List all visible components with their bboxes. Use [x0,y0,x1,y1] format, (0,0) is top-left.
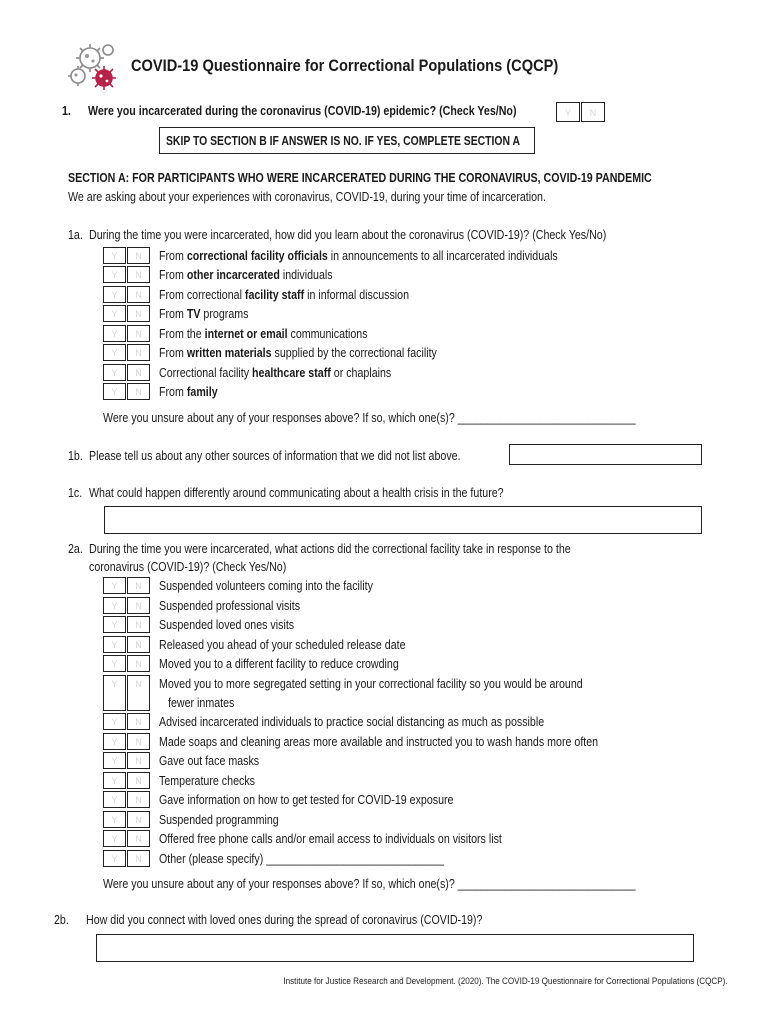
q1a-item-label: From the internet or email communications [159,326,368,341]
q2b-number: 2b. [54,912,69,927]
no-checkbox[interactable]: N [127,850,150,867]
q1a-item-label: Correctional facility healthcare staff or chaplains [159,365,392,380]
q1a-item-label: From correctional facility officials in announcements to all incarcerated individuals [159,248,558,263]
q1-yes-checkbox[interactable]: Y [556,102,580,122]
section-a-intro: We are asking about your experiences with coronavirus, COVID-19, during your time of incarceration. [68,189,546,204]
q1a-unsure: Were you unsure about any of your responses above? If so, which one(s)? ______________________________ [103,410,636,425]
no-checkbox[interactable]: N [127,772,150,789]
no-checkbox[interactable]: N [127,752,150,769]
q2a-item-label: Advised incarcerated individuals to practice social distancing as much as possible [159,714,545,729]
q2a-item-label: Suspended volunteers coming into the facility [159,578,373,593]
q1c-answer-field[interactable] [104,506,702,534]
q1a-number: 1a. [68,227,83,242]
q2b-answer-field[interactable] [96,934,694,962]
yes-checkbox[interactable]: Y [103,286,126,303]
skip-instruction: SKIP TO SECTION B IF ANSWER IS NO. IF YES, COMPLETE SECTION A [166,133,521,148]
yes-checkbox[interactable]: Y [103,752,126,769]
q2b-text: How did you connect with loved ones during the spread of coronavirus (COVID-19)? [86,912,483,927]
virus-cluster-icon [64,36,130,96]
no-checkbox[interactable]: N [127,325,150,342]
no-checkbox[interactable]: N [127,364,150,381]
no-checkbox[interactable]: N [127,597,150,614]
q1a-item-label: From family [159,384,218,399]
no-checkbox[interactable]: N [127,713,150,730]
q2a-item-label: Moved you to more segregated setting in your correctional facility so you would be around [159,676,583,691]
yes-checkbox[interactable]: Y [103,675,126,711]
no-checkbox[interactable]: N [127,383,150,400]
q2a-item-label: Offered free phone calls and/or email access to individuals on visitors list [159,831,502,846]
q2a-item-label: Suspended professional visits [159,598,301,613]
yes-checkbox[interactable]: Y [103,247,126,264]
q2a-unsure: Were you unsure about any of your responses above? If so, which one(s)? ______________________________ [103,876,636,891]
yes-checkbox[interactable]: Y [103,577,126,594]
q1b-text: Please tell us about any other sources of information that we did not list above. [89,448,461,463]
q2a-text-line1: During the time you were incarcerated, what actions did the correctional facility take in response to the [89,541,571,556]
q1b-number: 1b. [68,448,83,463]
q2a-text-line2: coronavirus (COVID-19)? (Check Yes/No) [89,559,287,574]
q1a-item-label: From TV programs [159,306,249,321]
yes-checkbox[interactable]: Y [103,811,126,828]
yes-checkbox[interactable]: Y [103,266,126,283]
no-checkbox[interactable]: N [127,286,150,303]
yes-checkbox[interactable]: Y [103,597,126,614]
q2a-item-label: Other (please specify) ______________________________ [159,851,445,866]
q2a-number: 2a. [68,541,83,556]
yes-checkbox[interactable]: Y [103,733,126,750]
no-checkbox[interactable]: N [127,616,150,633]
yes-checkbox[interactable]: Y [103,305,126,322]
no-checkbox[interactable]: N [127,675,150,711]
q1a-item-label: From correctional facility staff in informal discussion [159,287,410,302]
q1-no-checkbox[interactable]: N [581,102,605,122]
q1a-text: During the time you were incarcerated, how did you learn about the coronavirus (COVID-19)? (Check Yes/No) [89,227,607,242]
no-checkbox[interactable]: N [127,305,150,322]
no-checkbox[interactable]: N [127,247,150,264]
no-checkbox[interactable]: N [127,733,150,750]
yes-checkbox[interactable]: Y [103,830,126,847]
q2a-item-label: Made soaps and cleaning areas more available and instructed you to wash hands more often [159,734,599,749]
page-title: COVID-19 Questionnaire for Correctional Populations (CQCP) [131,56,559,75]
q2a-item-label: Moved you to a different facility to reduce crowding [159,656,399,671]
q1a-item-label: From other incarcerated individuals [159,267,333,282]
no-checkbox[interactable]: N [127,811,150,828]
q2a-item-label: Temperature checks [159,773,255,788]
no-checkbox[interactable]: N [127,577,150,594]
yes-checkbox[interactable]: Y [103,791,126,808]
logo [64,36,130,96]
q1c-text: What could happen differently around communicating about a health crisis in the future? [89,485,504,500]
skip-instruction-box [159,127,535,154]
yes-checkbox[interactable]: Y [103,383,126,400]
yes-checkbox[interactable]: Y [103,636,126,653]
yes-checkbox[interactable]: Y [103,713,126,730]
q2a-item-label: Released you ahead of your scheduled release date [159,637,406,652]
footer-citation: Institute for Justice Research and Development. (2020). The COVID-19 Questionnaire for Correctional Populations (CQCP). [283,976,728,986]
q1a-item-label: From written materials supplied by the correctional facility [159,345,437,360]
yes-checkbox[interactable]: Y [103,655,126,672]
no-checkbox[interactable]: N [127,636,150,653]
no-checkbox[interactable]: N [127,266,150,283]
yes-checkbox[interactable]: Y [103,850,126,867]
q2a-item-label: Suspended programming [159,812,279,827]
no-checkbox[interactable]: N [127,830,150,847]
yes-checkbox[interactable]: Y [103,325,126,342]
q1b-answer-field[interactable] [509,444,702,465]
section-a-heading: SECTION A: FOR PARTICIPANTS WHO WERE INCARCERATED DURING THE CORONAVIRUS, COVID-19 PANDEMIC [68,170,652,185]
no-checkbox[interactable]: N [127,344,150,361]
q1c-number: 1c. [68,485,83,500]
yes-checkbox[interactable]: Y [103,364,126,381]
q2a-item-6-continuation: fewer inmates [168,695,235,710]
yes-checkbox[interactable]: Y [103,772,126,789]
q2a-item-label: Suspended loved ones visits [159,617,295,632]
yes-checkbox[interactable]: Y [103,344,126,361]
q1-number: 1. [62,103,71,118]
yes-checkbox[interactable]: Y [103,616,126,633]
q2a-item-label: Gave out face masks [159,753,260,768]
no-checkbox[interactable]: N [127,655,150,672]
q1-text: Were you incarcerated during the coronavirus (COVID-19) epidemic? (Check Yes/No) [88,103,517,118]
no-checkbox[interactable]: N [127,791,150,808]
q2a-item-label: Gave information on how to get tested for COVID-19 exposure [159,792,454,807]
